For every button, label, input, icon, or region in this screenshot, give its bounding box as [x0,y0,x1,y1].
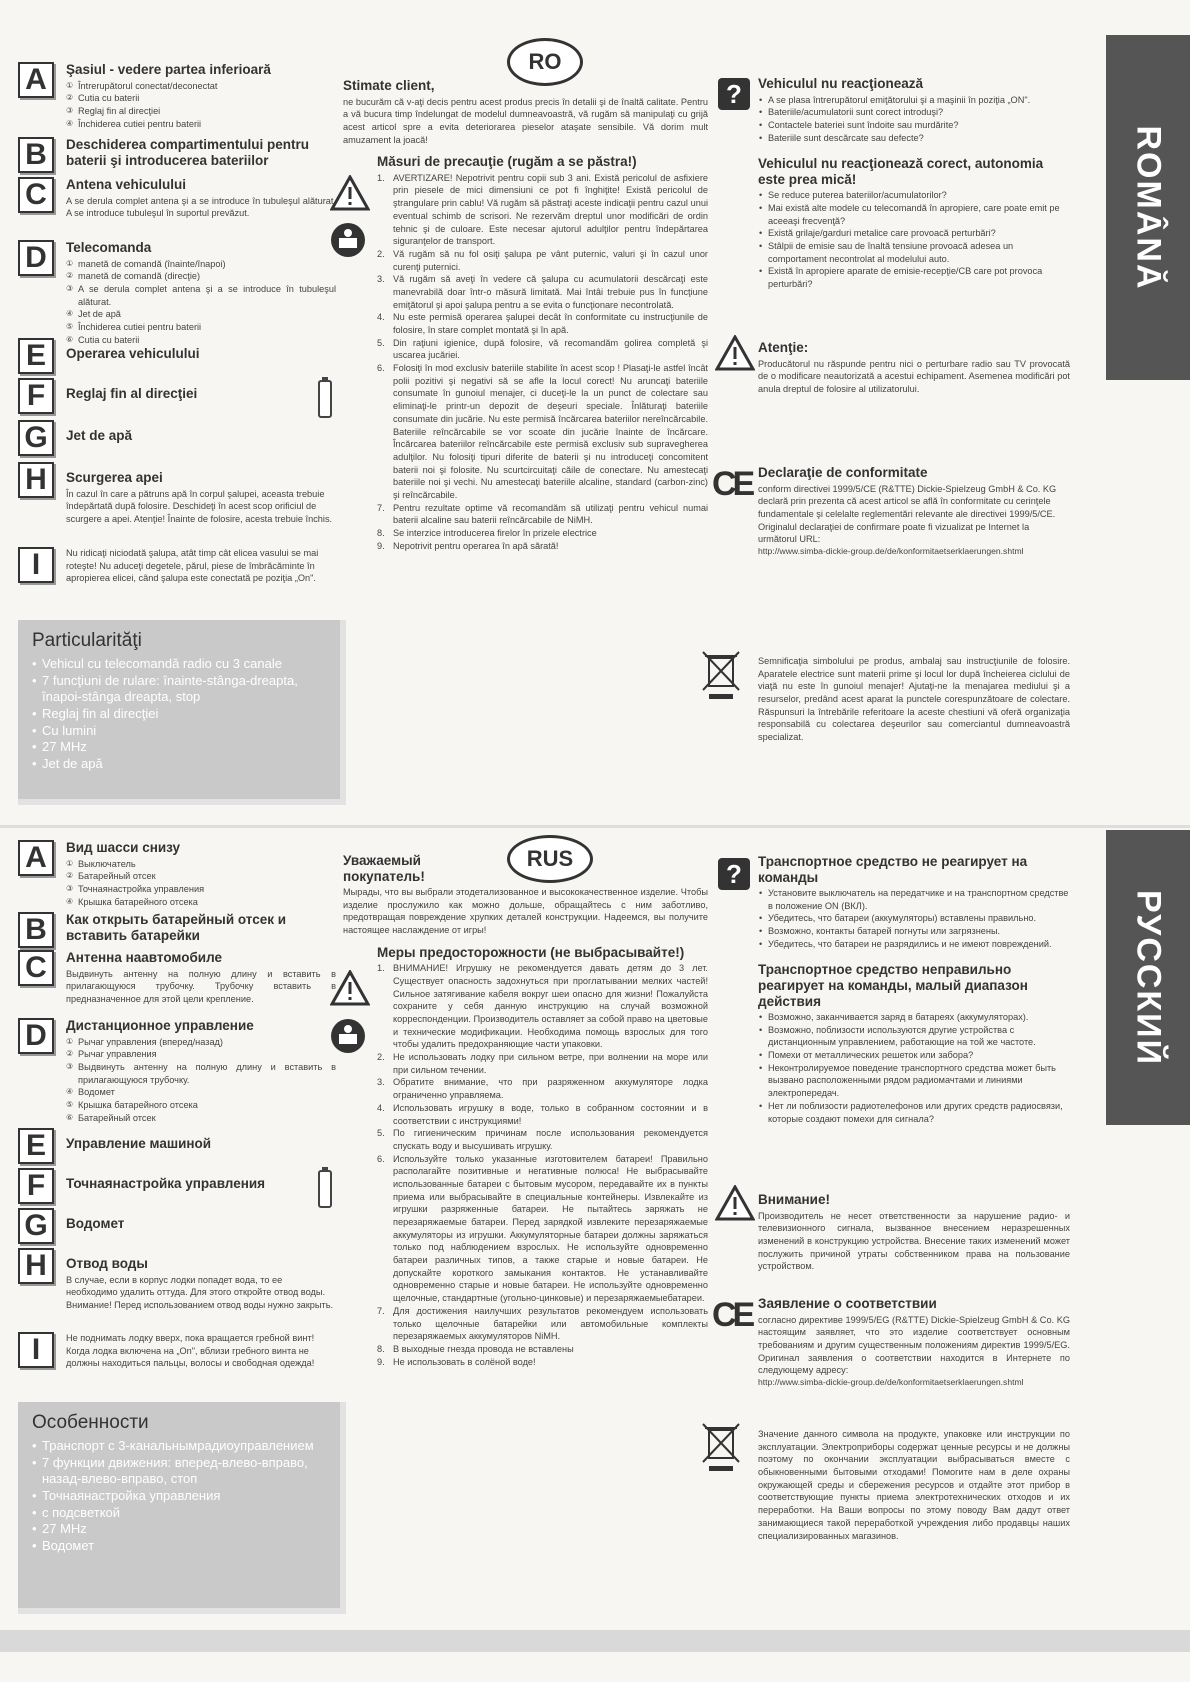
list-item: • Убедитесь, что батареи (аккумуляторы) вставлены правильно. [758,912,1070,925]
section-title: Дистанционное управление [66,1018,254,1033]
greeting-title: Stimate client, [343,78,435,93]
warning-icon [715,335,755,371]
attention-ro [758,340,1070,396]
section-g [18,420,336,454]
list-item: 4. Использовать игрушку в воде, только в собранном состоянии и в соответствии с инструкциями! [377,1102,708,1126]
list-item: • A se plasa întrerupătorul emiţătorului şi a maşinii în poziţia „ON". [758,94,1070,107]
feature-item: • 7 funcţiuni de rulare: înainte-stânga-dreapta, înapoi-stânga dreapta, stop [32,673,326,706]
section-d [18,1018,336,1124]
attention-title: Внимание! [758,1192,830,1207]
parts-column-ro [18,62,336,622]
section-title: Вид шасси снизу [66,840,181,855]
letter-b: B [18,912,54,948]
language-badge-ro: RO [507,38,583,86]
read-manual-icon [330,1018,366,1054]
section-title: Antena vehiculului [66,177,187,192]
section-f [18,378,336,412]
features-box-ro [18,620,346,805]
list-item: ① Выключатель [66,858,136,869]
ce-mark-icon: CE [712,1296,752,1334]
list-item: • Contactele bateriei sunt îndoite sau murdărite? [758,119,1070,132]
precautions-title: Măsuri de precauţie (rugăm a se păstra!) [377,154,637,170]
list-item: ⑥ Cutia cu baterii [66,334,140,345]
disposal-text-ro: Semnificaţia simbolului pe produs, ambalaj sau instrucţiunile de folosire. Aparatele electrice sunt materii prime şi locul lor după încheierea ciclului de viaţă nu este în gunoiul menajer! Ajutaţi-ne la menajarea mediului şi a resurselor, predând acest aparat la punctele corespunzătoare de colectare. Răspunsuri la întrebările referitoare la aceste chestiuni vă oferă organizaţia responsabilă cu colectarea deşeurilor sau comerciantul dumneavoastră specializat. [758,656,1070,743]
question-icon: ? [718,858,750,890]
list-item: • Bateriile/acumulatorii sunt corect introduşi? [758,106,1070,119]
feature-item: • Reglaj fin al direcţiei [32,706,326,723]
list-item: ② manetă de comandă (direcţie) [66,271,201,282]
list-item: ④ Крышка батарейного отсека [66,896,198,907]
list-item: • Помехи от металлических решеток или забора? [758,1049,1070,1062]
list-item: • Există în apropiere aparate de emisie-recepţie/CB care pot provoca perturbări? [758,265,1070,290]
section-i [18,1332,336,1370]
list-item: • Установите выключатель на передатчике и на транспортном средстве в положение ON (ВКЛ). [758,887,1070,912]
conformity-url: http://www.simba-dickie-group.de/de/konformitaetserklaerungen.shtml [758,1376,1024,1387]
russian-page [0,830,1190,1670]
section-text: Nu ridicaţi niciodată şalupa, atât timp cât elicea vasului se mai roteşte! Nu aduceţi degetele, părul, piese de îmbrăcăminte în apropierea elicei, când şalupa este conectată pe poziţia „On". [66,548,319,584]
section-title: Антенна наавтомобиле [66,950,222,965]
letter-f: F [18,378,54,414]
list-item: • Bateriile sunt descărcate sau defecte? [758,132,1070,145]
section-title: Водомет [66,1216,125,1231]
list-item: • Există grilaje/garduri metalice care provoacă perturbări? [758,227,1070,240]
feature-item: • 27 MHz [32,739,326,756]
section-c [18,950,336,1006]
list-item: 5. По гигиеническим причинам после использования рекомендуется спускать воду и высушивать игрушку. [377,1128,708,1151]
feature-item: • Водомет [32,1538,326,1555]
ce-mark-icon: CE [712,465,752,503]
section-f [18,1168,336,1202]
greeting-text: Мырады, что вы выбрали этодетализованное и высококачественное изделие. Чтобы изделие прослужило как можно дольше, обращайтесь с ним заботливо, предотвращая повреждение хрупких деталей конструкции. Надеемся, вы получите настоящее наслаждение от игры! [343,887,708,936]
precautions-title: Меры предосторожности (не выбрасывайте!) [377,944,685,960]
feature-item: • с подсветкой [32,1505,326,1522]
precautions-list [377,962,708,1368]
letter-h: H [18,1248,54,1284]
feature-item: • Jet de apă [32,756,326,773]
section-title: Operarea vehiculului [66,346,200,361]
list-item: 9. Nepotrivit pentru operarea în apă sărată! [377,540,559,551]
section-title: Telecomanda [66,240,152,255]
letter-i: I [18,547,54,583]
conformity-url: http://www.simba-dickie-group.de/de/konformitaetserklaerungen.shtml [758,545,1024,556]
section-d [18,240,336,346]
features-box-rus [18,1402,346,1614]
list-item: ④ Jet de apă [66,309,121,320]
feature-item: • Точнаянастройка управления [32,1488,326,1505]
list-item: ② Cutia cu baterii [66,93,140,104]
section-h [18,1248,336,1312]
letter-i: I [18,1332,54,1368]
letter-g: G [18,420,54,456]
list-item: ③ Точнаянастройка управления [66,883,205,894]
info-column-rus [343,853,708,1368]
read-manual-icon [330,222,366,258]
language-sidebar-ro [1106,35,1190,380]
list-item: • Возможно, контакты батарей погнуты или загрязнены. [758,925,1070,938]
list-item: 5. Din raţiuni igienice, după folosire, vă recomandăm golirea completă şi uscarea jucăriei. [377,337,708,361]
list-item: ③ A se derula complet antena şi a se introduce în tubuleşul alăturat. [66,283,336,307]
romanian-page [0,0,1190,830]
section-title: Точнаянастройка управления [66,1176,266,1191]
list-item: 8. В выходные гнезда провода не вставлены [377,1343,574,1354]
section-title: Как открыть батарейный отсек и вставить батарейки [66,912,287,943]
feature-item: • Vehicul cu telecomandă radio cu 3 canale [32,656,326,673]
list-item: • Stâlpii de emisie sau de înaltă tensiune provoacă adesea un comportament necontrolat al modelului auto. [758,240,1070,265]
features-title: Особенности [32,1412,149,1433]
list-item: ④ Închiderea cutiei pentru baterii [66,118,202,129]
list-item: 3. Vă rugăm să aveţi în vedere că şalupa cu acumulatorii descărcaţi este manevrabilă doar într-o măsură limitată. Mai întâi trebuie pus în funcţiune emiţătorul şi apoi şalupa pentru a se evita o funcţionare necontrolată. [377,274,708,310]
list-item: • Нет ли поблизости радиотелефонов или других средств радиосвязи, которые создают помехи для сигнала? [758,1100,1070,1125]
letter-a: A [18,840,54,876]
list-item: 3. Обратите внимание, что при разряженном аккумуляторе лодка ограниченно управляема. [377,1077,708,1101]
sidebar-label: РУССКИЙ [1129,889,1168,1066]
letter-c: C [18,177,54,213]
noreact-title: Транспортное средство не реагирует на команды [758,854,1028,885]
list-item: ③ Выдвинуть антенну на полную длину и вставить в прилагающуюся трубочку. [66,1061,336,1085]
letter-d: D [18,1018,54,1054]
list-item: ③ Reglaj fin al direcţiei [66,105,161,116]
letter-f: F [18,1168,54,1204]
list-item: ② Батарейный отсек [66,871,156,882]
letter-h: H [18,462,54,498]
list-item: ① Рычаг управления (вперед/назад) [66,1036,223,1047]
conformity-text: conform directivei 1999/5/CE (R&TTE) Dickie-Spielzeug GmbH & Co. KG declară prin prezenta că acest articol se află în conformitate cu cerinţele fundamentale şi celelalte reglementări relevante ale directivei 1999/5/CE. Originalul declaraţiei de confirmare poate fi vizualizat pe Internet la următorul URL: [758,483,1057,545]
feature-item: • Транспорт с 3-канальнымрадиоуправлением [32,1438,326,1455]
conformity-ro [758,465,1070,558]
section-title: Reglaj fin al direcţiei [66,386,198,401]
list-item: • Неконтролируемое поведение транспортного средства может быть вызвано расположенными рядом радиомачтами и линиями электропередач. [758,1062,1070,1100]
disposal-text-rus: Значение данного символа на продукте, упаковке или инструкции по эксплуатации. Электроприборы содержат ценные ресурсы и не должны поэтому по окончании эксплуатации выбрасываться вместе с обыкновенными бытовыми отходами! Помогите нам в деле охраны окружающей среды и сбережения ресурсов и отдайте этот прибор в соответствующие пункты приема электротехнических отходов и их переработки. На Ваши вопросы по этому поводу Вам дадут ответ занимающиеся такой переработкой учреждения либо продавцы наших специализированных магазинов. [758,1429,1070,1541]
battery-icon [318,380,332,418]
conformity-rus [758,1296,1070,1389]
troubleshoot-rus [758,854,1070,1125]
list-item: 6. Используйте только указанные изготовителем батареи! Правильно располагайте позитивные и негативные полюса! Не выбрасывайте использованные батареи с бытовым мусором, передавайте их в пункты приема или выбрасывайте в специальные контейнеры. Извлекайте из игрушки разряженные батареи. Не пытайтесь заряжать не перезаряжаемые батареи. Перед зарядкой извлеките перезаряжаемые аккумуляторы из игрушки. Аккумуляторные батареи должны заряжаться только под наблюдением взрослых. Не используйте одновременно батареи различных типов, а также старые и новые батареи. Не допускайте короткого замыкания контактов. Не устанавливайте одновременно старые и новые батареи. Не используйте одновременно щелочные, стандартные (угольно-цинковые) и перезаряжаемыебатареи. [377,1153,708,1304]
badreact-title: Транспортное средство неправильно реагирует на команды, малый диапазон действия [758,962,1028,1009]
list-item: ② Рычаг управления [66,1049,157,1060]
section-text: Не поднимать лодку вверх, пока вращается гребной винт! Когда лодка включена на „On", вблизи гребного винта не должны находиться пальцы, волосы и свободная одежда! [66,1333,315,1369]
greeting-text: ne bucurăm că v-aţi decis pentru acest produs precis în detalii şi de înaltă calitate. Pentru a vă bucura timp îndelungat de modelul dumneavoastră, vă rugăm să manipulaţi cu grijă acest articol spre a evita deteriorarea pieselor ataşate sensibile. Vă dorim mult amuzament la joacă! [343,96,708,145]
parts-column-rus [18,840,336,1400]
language-badge-rus: RUS [507,835,593,883]
letter-d: D [18,240,54,276]
conformity-title: Declaraţie de conformitate [758,465,928,480]
section-c [18,177,336,220]
list-item: ⑥ Батарейный отсек [66,1112,156,1123]
attention-rus [758,1192,1070,1273]
warning-icon [330,970,370,1006]
attention-title: Atenţie: [758,340,809,355]
section-h [18,462,336,526]
attention-text: Producătorul nu răspunde pentru nici o perturbare radio sau TV provocată de o modificare neautorizată a acestui echipament. Asemenea modificări pot anula dreptul de folosire al utilizatorului. [758,358,1070,394]
section-title: Управление машиной [66,1136,212,1151]
list-item: 8. Se interzice introducerea firelor în prizele electrice [377,528,597,539]
section-title: Отвод воды [66,1256,148,1271]
section-text: A se derula complet antena şi a se introduce în tubuleşul alăturat. A se introduce tubuleşul în suportul prevăzut. [66,195,336,219]
footer-bar [0,1630,1190,1652]
list-item: 7. Pentru rezultate optime vă recomandăm să utilizaţi pentru vehicul numai baterii alcaline sau baterii reîncărcabile de NiMH. [377,502,708,526]
greeting-title: Уважаемый покупатель! [343,853,425,884]
section-b [18,137,336,170]
section-title: Deschiderea compartimentului pentru baterii şi introducerea bateriilor [66,137,310,168]
list-item: • Возможно, заканчивается заряд в батареях (аккумуляторах). [758,1011,1070,1024]
section-g [18,1208,336,1242]
section-text: Выдвинуть антенну на полную длину и вставить в прилагающуюся трубочку. Трубочку вставить в предназначенное для этой цели крепление. [66,968,336,1004]
section-title: Şasiul - vedere partea inferioară [66,62,271,77]
list-item: ④ Водомет [66,1087,115,1098]
recycling-bin-icon [700,1422,742,1472]
noreact-title: Vehiculul nu reacţionează [758,76,924,91]
section-e [18,1128,336,1162]
sidebar-label: ROMÂNĂ [1129,125,1168,290]
features-title: Particularităţi [32,630,142,651]
letter-g: G [18,1208,54,1244]
list-item: ⑤ Închiderea cutiei pentru baterii [66,321,202,332]
letter-b: B [18,137,54,173]
page-divider [0,825,1190,828]
section-e [18,338,336,372]
language-sidebar-rus [1106,830,1190,1125]
troubleshoot-ro [758,76,1070,291]
list-item: • Возможно, поблизости используются другие устройства с дистанционным управлением, работающие на той же частоте. [758,1024,1070,1049]
section-b [18,912,336,945]
list-item: 1. AVERTIZARE! Nepotrivit pentru copii sub 3 ani. Există pericolul de asfixiere prin piesele de mici dimensiuni ce pot fi înghiţite! Există pericolul de ştrangulare prin cablu! Vă rugăm să păstraţi aceste indicaţii pentru cazul unui eventual schimb de scrisori. Ne rezervăm dreptul unor modificări de ordin tehnic şi de culoare. Este necesar ajutorul adulţilor pentru îndepărtarea siguranţelor de transport. [377,172,708,247]
list-item: 9. Не использовать в солёной воде! [377,1356,536,1367]
battery-icon [318,1170,332,1208]
list-item: ① manetă de comandă (înainte/înapoi) [66,258,226,269]
attention-text: Производитель не несет ответственности за нарушение радио- и телевизионного сигнала, вызванное внесением неразрешенных изменений в конструкцию устройства. Внесение таких изменений может послужить причиной утраты собственником права на пользование устройством. [758,1210,1070,1272]
question-icon: ? [718,78,750,110]
list-item: 6. Folosiţi în mod exclusiv bateriile stabilite în acest scop ! Plasaţi-le astfel încât polii pozitivi şi negativi să se afle la locul corect! Nu aruncaţi bateriile consumate în gunoiul menajer, ci duceţi-le la un punct de colectare sau eliminaţi-le printr-un depozit de deşeuri speciale. Înlăturaţi bateriile consumate din jucărie. Nu este permisă încărcarea bateriilor nereîncărcabile. Bateriile reîncărcabile se vor scoate din jucărie înainte de încărcare. Încărcarea bateriilor reîncărcabile este permisă exclusiv sub supravegherea adulţilor. Nu folosiţi tipuri diferite de baterii şi nu introduceţi concomitent baterii noi şi folosite. Nu scurtcircuitaţi căile de conectare. Nu amestecaţi bateriile noi şi vechi. Nu amestecaţi bateriile alcaline, standard (carbon-zinc) şi reîncărcabile. [377,363,708,500]
letter-c: C [18,950,54,986]
list-item: 2. Vă rugăm să nu fol osiţi şalupa pe vânt puternic, valuri şi în cazul unor curenţi puternici. [377,248,708,272]
list-item: • Se reduce puterea bateriilor/acumulatorilor? [758,189,1070,202]
section-a [18,840,336,908]
conformity-title: Заявление о соответствии [758,1296,937,1311]
info-column-ro [343,78,708,552]
feature-item: • 27 MHz [32,1521,326,1538]
letter-e: E [18,1128,54,1164]
letter-a: A [18,62,54,98]
section-title: Jet de apă [66,428,133,443]
precautions-list [377,172,708,553]
section-text: В случае, если в корпус лодки попадет вода, то ее необходимо удалить оттуда. Для этого откройте отвод воды. Внимание! Перед использованием отвод воды нужно закрыть. [66,1274,334,1310]
section-text: În cazul în care a pătruns apă în corpul şalupei, aceasta trebuie îndepărtată după folosire. Deschideţi în acest scop orificiul de scurgere a apei. Atenţie! Înainte de folosire, acesta trebuie închis. [66,488,333,524]
section-i [18,547,336,585]
list-item: ① Întrerupătorul conectat/deconectat [66,80,218,91]
list-item: 2. Не использовать лодку при сильном ветре, при волнении на море или при сильном течении. [377,1052,708,1075]
list-item: 7. Для достижения наилучших результатов рекомендуем использовать только щелочные батарейки или автомобильные комплекты перезаряжаемых аккумуляторов NiMH. [377,1305,708,1342]
section-title: Scurgerea apei [66,470,163,485]
list-item: • Убедитесь, что батареи не разрядились и не имеют повреждений. [758,938,1070,951]
conformity-text: согласно директиве 1999/5/EG (R&TTE) Dickie-Spielzeug GmbH & Co. KG настоящим заявляет, что это изделие соответствует основным требованиям и другим существенным положениям директив 1999/5/EG. Оригинал заявления о соответствии находится в Интернете по следующему адресу: [758,1314,1070,1376]
badreact-title: Vehiculul nu reacţionează corect, autonomia este prea mică! [758,156,1044,187]
recycling-bin-icon [700,650,742,700]
list-item: 1. ВНИМАНИЕ! Игрушку не рекомендуется давать детям до 3 лет. Существует опасность задохнуться при проглатывании мелких частей! Сильное затягивание кабеля вокруг шеи опасно для жизни! Пожалуйста сохраните у себя данную инструкцию на случай возможной корреспонденции. Производитель оставляет за собой право на цветовые и технические модификации. Необходима помощь взрослых для того чтобы удалить предохраняющие части упаковки. [377,963,708,1050]
list-item: ⑤ Крышка батарейного отсека [66,1099,198,1110]
feature-item: • Cu lumini [32,723,326,740]
letter-e: E [18,338,54,374]
list-item: • Mai există alte modele cu telecomandă în apropiere, care poate emit pe aceeaşi frecvenţă? [758,202,1070,227]
list-item: 4. Nu este permisă operarea şalupei decât în conformitate cu instrucţiunile de folosire, în stare complet montată şi în apă. [377,312,708,336]
section-a [18,62,336,130]
warning-icon [715,1185,755,1221]
feature-item: • 7 функции движения: вперед-влево-вправо, назад-влево-вправо, стоп [32,1455,326,1488]
warning-icon [330,175,370,211]
